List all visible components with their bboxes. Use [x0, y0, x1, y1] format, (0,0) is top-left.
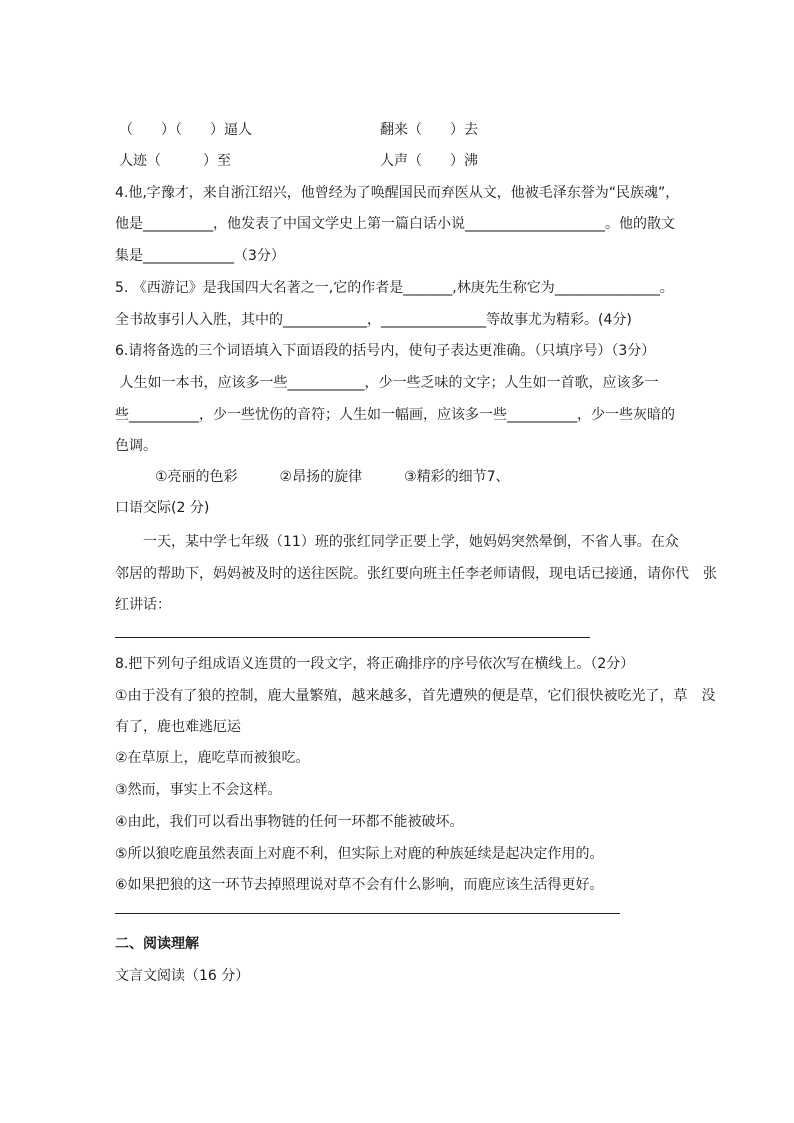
q6-options: ①亮丽的色彩 ②昂扬的旋律 ③精彩的细节7、 [155, 469, 510, 485]
q7-line3: 红讲话： [115, 597, 171, 613]
q3-row2-left: 人迹（ ）至 [119, 153, 231, 169]
q5-line2: 全书故事引人入胜，其中的____________，_______________等故事尤为精彩。(4分) [115, 312, 632, 328]
q8-title: 8.把下列句子组成语义连贯的一段文字，将正确排序的序号依次写在横线上。（2分） [115, 656, 635, 672]
q8-sentence-5: ⑤所以狼吃鹿虽然表面上对鹿不利，但实际上对鹿的种族延续是起决定作用的。 [115, 846, 604, 862]
q8-sentence-1b: 有了，鹿也难逃厄运 [115, 719, 241, 735]
q7-title: 口语交际(2 分) [115, 500, 210, 516]
q8-sentence-6: ⑥如果把狼的这一环节去掉照理说对草不会有什么影响，而鹿应该生活得更好。 [115, 877, 604, 893]
q6-line1: 6.请将备选的三个词语填入下面语段的括号内，使句子表达更准确。（只填序号）（3分） [115, 343, 656, 359]
section2-heading: 二、阅读理解 [115, 936, 199, 952]
q3-row2-right: 人声（ ）沸 [380, 153, 478, 169]
q8-sentence-3: ③然而，事实上不会这样。 [115, 782, 282, 798]
q8-sentence-2: ②在草原上，鹿吃草而被狼吃。 [115, 750, 310, 766]
q8-answer-line [115, 913, 620, 914]
q5-line1: 5. 《西游记》是我国四大名著之一,它的作者是_______,林庚先生称它为_______________。 [115, 280, 674, 296]
q7-answer-line [115, 637, 590, 638]
q7-line2: 邻居的帮助下，妈妈被及时的送往医院。张红要向班主任李老师请假，现电话已接通，请你代 张 [115, 566, 717, 582]
q6-line2: 人生如一本书，应该多一些___________，少一些乏味的文字；人生如一首歌，应该多一 [115, 375, 659, 391]
section2-subheading: 文言文阅读（16 分） [115, 968, 250, 984]
q6-line3: 些__________，少一些忧伤的音符；人生如一幅画，应该多一些__________，少一些灰暗的 [115, 407, 675, 423]
q8-sentence-4: ④由此，我们可以看出事物链的任何一环都不能被破坏。 [115, 814, 464, 830]
q4-line2: 他是__________，他发表了中国文学史上第一篇白话小说____________________。他的散文 [115, 216, 675, 232]
q3-row1-left: （ ）（ ）逼人 [119, 122, 252, 138]
q4-line3: 集是_____________（3分） [115, 248, 285, 264]
q6-line4: 色调。 [115, 438, 157, 454]
q7-line1: 一天，某中学七年级（11）班的张红同学正要上学，她妈妈突然晕倒，不省人事。在众 [115, 534, 679, 550]
q3-row1-right: 翻来（ ）去 [380, 122, 478, 138]
q4-line1: 4.他,字豫才，来自浙江绍兴，他曾经为了唤醒国民而弃医从文，他被毛泽东誉为“民族魂”， [115, 185, 680, 201]
q8-sentence-1a: ①由于没有了狼的控制，鹿大量繁殖，越来越多，首先遭殃的便是草，它们很快被吃光了，草 没 [115, 688, 716, 704]
